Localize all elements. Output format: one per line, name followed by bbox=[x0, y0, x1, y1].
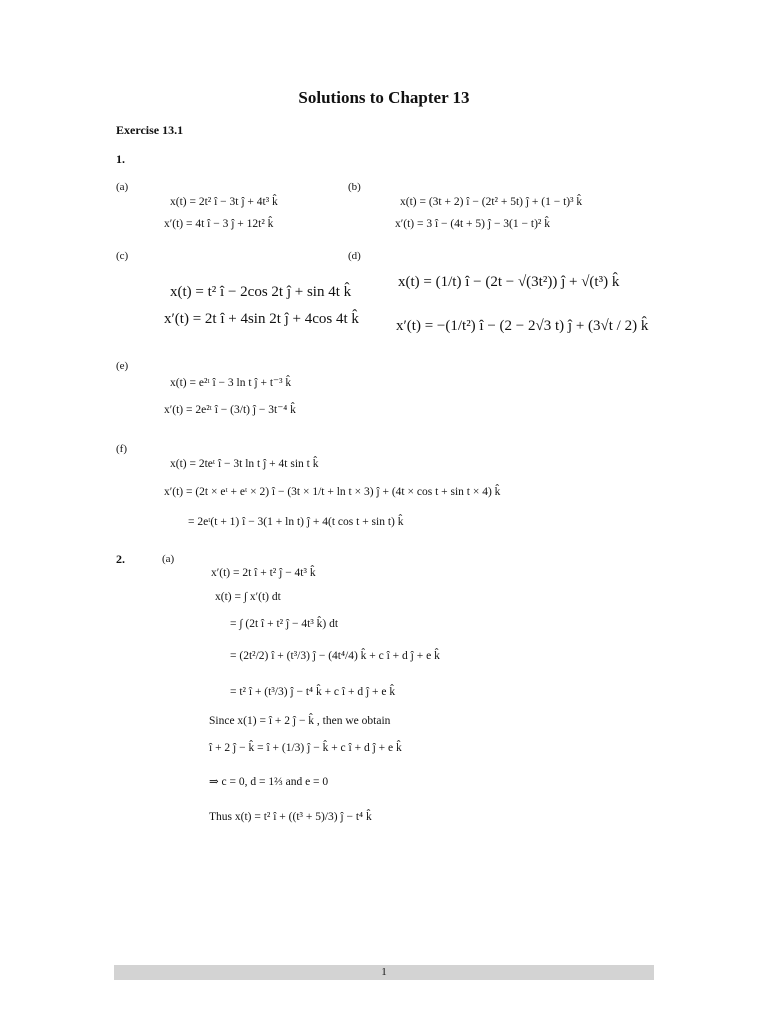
part-f-line-2: x′(t) = (2t × eᵗ + eᵗ × 2) î − (3t × 1/t + ln t × 3) ĵ + (4t × cos t + sin t × 4) k̂ bbox=[164, 486, 501, 498]
part-b-line-1: x(t) = (3t + 2) î − (2t² + 5t) ĵ + (1 − t)³ k̂ bbox=[400, 196, 583, 208]
exercise-heading: Exercise 13.1 bbox=[116, 123, 184, 137]
q2-line-8: ⇒ c = 0, d = 1⅔ and e = 0 bbox=[209, 776, 329, 788]
part-a-line-2: x′(t) = 4t î − 3 ĵ + 12t² k̂ bbox=[164, 218, 274, 230]
page-title: Solutions to Chapter 13 bbox=[298, 88, 470, 107]
q2-line-5: = t² î + (t³/3) ĵ − t⁴ k̂ + c î + d ĵ + e k̂ bbox=[230, 686, 396, 698]
part-c-line-1: x(t) = t² î − 2cos 2t ĵ + sin 4t k̂ bbox=[170, 284, 352, 300]
part-a-line-1: x(t) = 2t² î − 3t ĵ + 4t³ k̂ bbox=[170, 196, 278, 208]
part-b-label: (b) bbox=[348, 181, 361, 193]
page-footer bbox=[114, 965, 654, 980]
part-c-label: (c) bbox=[116, 250, 129, 262]
part-d-line-1: x(t) = (1/t) î − (2t − √(3t²)) ĵ + √(t³) k̂ bbox=[398, 274, 620, 290]
q2-line-3: = ∫ (2t î + t² ĵ − 4t³ k̂) dt bbox=[230, 618, 339, 630]
part-d-line-2: x′(t) = −(1/t²) î − (2 − 2√3 t) ĵ + (3√t / 2) k̂ bbox=[396, 318, 649, 334]
page-number: 1 bbox=[381, 966, 387, 978]
q2-line-6: Since x(1) = î + 2 ĵ − k̂ , then we obtain bbox=[209, 715, 391, 727]
q2-line-9: Thus x(t) = t² î + ((t³ + 5)/3) ĵ − t⁴ k̂ bbox=[209, 811, 372, 823]
question-1-number: 1. bbox=[116, 152, 125, 166]
part-e-label: (e) bbox=[116, 360, 129, 372]
part-c-line-2: x′(t) = 2t î + 4sin 2t ĵ + 4cos 4t k̂ bbox=[164, 311, 359, 327]
q2-line-1: x′(t) = 2t î + t² ĵ − 4t³ k̂ bbox=[211, 567, 316, 579]
part-e-line-1: x(t) = e²ᵗ î − 3 ln t ĵ + t⁻³ k̂ bbox=[170, 377, 292, 389]
part-f-line-3: = 2eᵗ(t + 1) î − 3(1 + ln t) ĵ + 4(t cos t + sin t) k̂ bbox=[188, 516, 404, 528]
part-f-label: (f) bbox=[116, 443, 127, 455]
question-2-number: 2. bbox=[116, 552, 125, 566]
question-2-part-a-label: (a) bbox=[162, 553, 175, 565]
q2-line-4: = (2t²/2) î + (t³/3) ĵ − (4t⁴/4) k̂ + c î + d ĵ + e k̂ bbox=[230, 650, 440, 662]
part-e-line-2: x′(t) = 2e²ᵗ î − (3/t) ĵ − 3t⁻⁴ k̂ bbox=[164, 404, 296, 416]
q2-line-2: x(t) = ∫ x′(t) dt bbox=[215, 591, 281, 603]
part-d-label: (d) bbox=[348, 250, 361, 262]
part-b-line-2: x′(t) = 3 î − (4t + 5) ĵ − 3(1 − t)² k̂ bbox=[395, 218, 550, 230]
q2-line-7: î + 2 ĵ − k̂ = î + (1/3) ĵ − k̂ + c î + d ĵ + e k̂ bbox=[209, 742, 402, 754]
part-a-label: (a) bbox=[116, 181, 129, 193]
part-f-line-1: x(t) = 2teᵗ î − 3t ln t ĵ + 4t sin t k̂ bbox=[170, 458, 319, 470]
